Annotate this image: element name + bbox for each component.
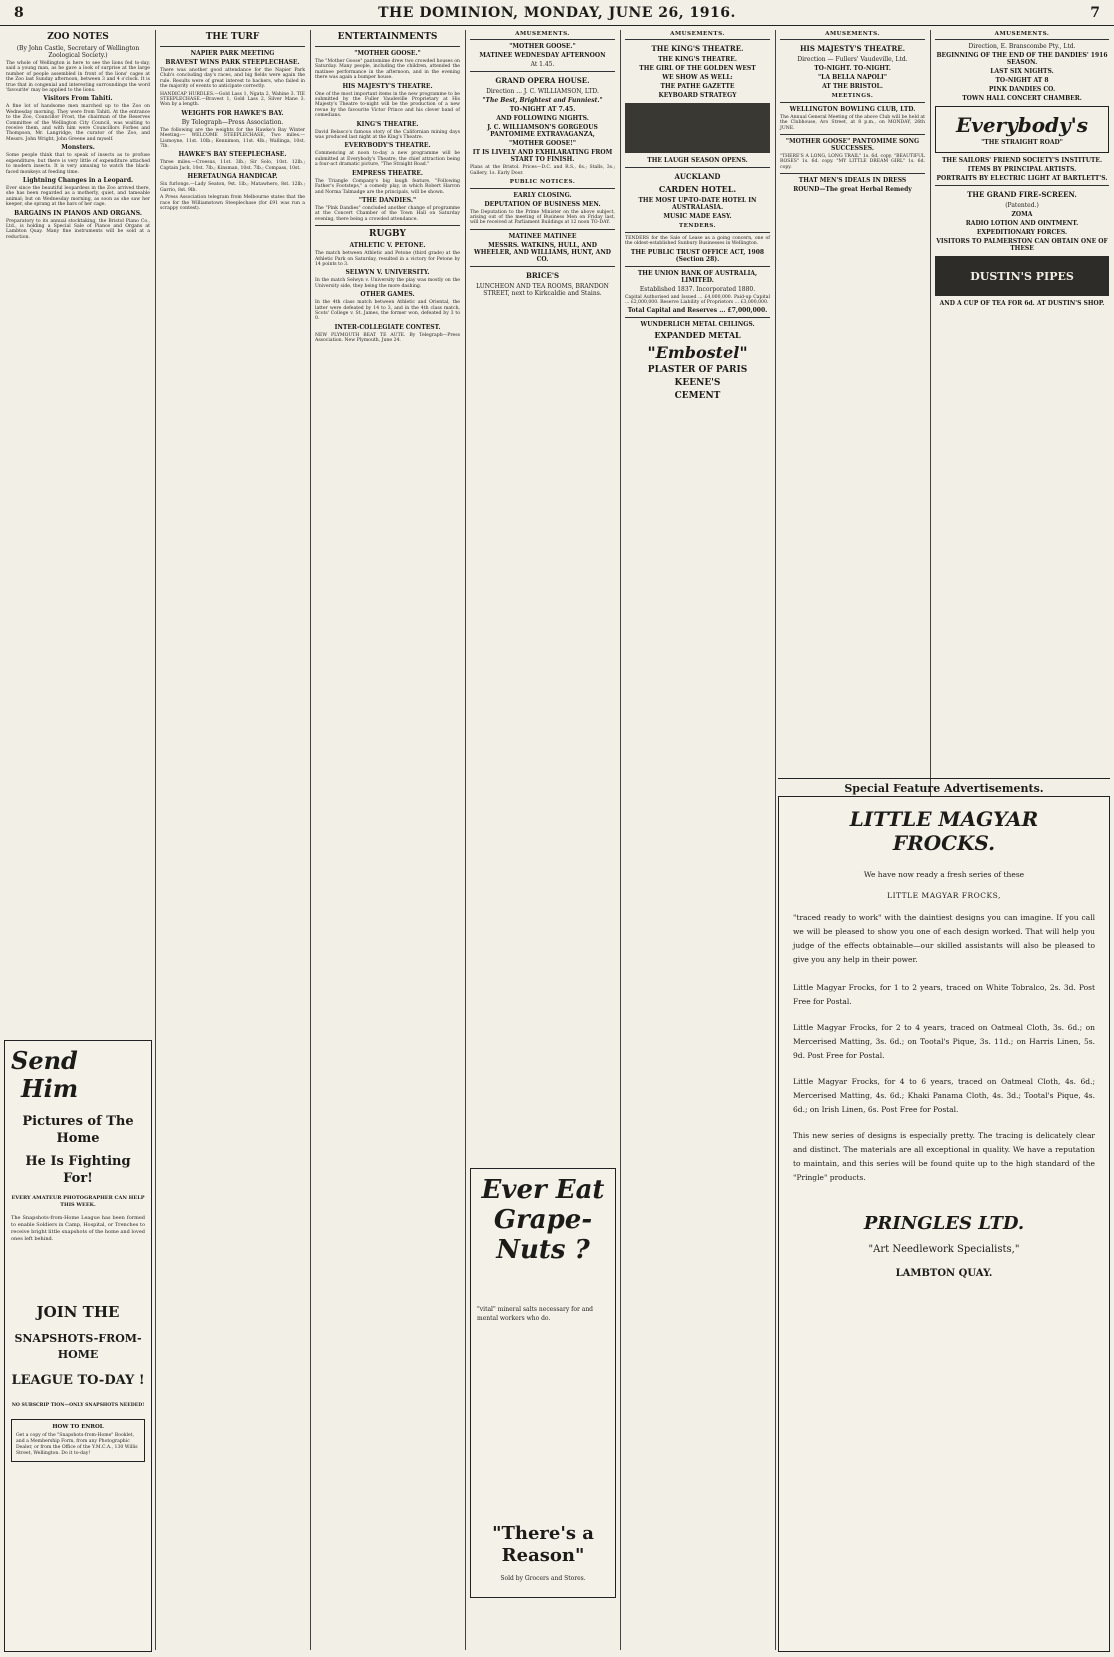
- opera-direction: Direction ... J. C. WILLIAMSON, LTD.: [486, 88, 599, 96]
- zoo-subheading: Monsters.: [61, 144, 95, 152]
- masthead-title: THE DOMINION, MONDAY, JUNE 26, 1916.: [378, 4, 736, 21]
- rugby-paragraph: NEW PLYMOUTH BEAT TE AUTE. By Telegraph—Press Association. New Plymouth, June 24.: [315, 332, 460, 344]
- ent-paragraph: David Belasco's famous story of the Californian mining days was produced last night at the King's Theatre.: [315, 129, 460, 141]
- visitors-palmerston: VISITORS TO PALMERSTON CAN OBTAIN ONE OF THESE: [936, 238, 1108, 253]
- cup-of-tea: AND A CUP OF TEA FOR 6d. AT DUSTIN'S SHOP.: [939, 300, 1105, 308]
- ent-subheading: EMPRESS THEATRE.: [351, 169, 424, 177]
- ad-send: Send: [11, 1046, 78, 1075]
- ent-subheading: EVERYBODY'S THEATRE.: [344, 142, 431, 150]
- turf-heading: THE TURF: [205, 32, 260, 42]
- expanded-metal: EXPANDED METAL: [654, 330, 741, 341]
- dustins-pipes-label: DUSTIN'S PIPES: [970, 269, 1074, 283]
- pringles-address: LAMBTON QUAY.: [895, 1268, 993, 1279]
- fire-screen: THE GRAND FIRE-SCREEN.: [967, 190, 1077, 200]
- ad-body: The Snapshots-from-Home League has been formed to enable Soldiers in Camp, Hospital, or Trenches to receive bright little snapshots of the home and loved ones left behind.: [11, 1215, 145, 1242]
- magyar-body: "traced ready to work" with the daintiest designs you can imagine. If you call we will be pleased to show you one of each design worked. That will help you judge of the effects obtainable—our skilled assistants will also be pleased to give you any help in their power.: [793, 913, 1095, 964]
- ad-every: EVERY AMATEUR PHOTOGRAPHER CAN HELP THIS WEEK.: [11, 1195, 145, 1208]
- grape-nuts-ad: [470, 1168, 616, 1598]
- wunderlich: WUNDERLICH METAL CEILINGS.: [640, 321, 755, 329]
- zoo-notes-heading: ZOO NOTES: [47, 32, 109, 42]
- zoo-subheading: Visitors From Tahiti.: [43, 95, 113, 103]
- items: ITEMS BY PRINCIPAL ARTISTS.: [967, 166, 1077, 174]
- zoma: ZOMA: [1011, 211, 1033, 219]
- ent-paragraph: The Triangle Company's big laugh feature, "Following Father's Footsteps," a comedy play, in which Robert Harron and Norma Talmadge are the principals, will be shown.: [315, 178, 460, 195]
- page-number-left: 8: [14, 4, 24, 21]
- opera-goose: "MOTHER GOOSE!": [508, 140, 577, 148]
- magyar-caps: LITTLE MAGYAR FROCKS,: [887, 891, 1001, 900]
- patented: (Patented.): [1005, 202, 1039, 210]
- deputation-heading: DEPUTATION OF BUSINESS MEN.: [484, 200, 601, 208]
- branscombe: Direction, E. Branscombe Pty., Ltd.: [968, 43, 1076, 51]
- magyar-title-2: FROCKS.: [892, 831, 996, 855]
- ent-paragraph: The "Pink Dandies" concluded another change of programme at the Concert Chamber of the Town Hall on Saturday evening, there being a crowded attendance.: [315, 205, 460, 222]
- amusements-heading: AMUSEMENTS.: [935, 30, 1109, 40]
- plaster-of-paris: PLASTER OF PARIS: [647, 365, 748, 376]
- rugby-paragraph: The match between Athletic and Petone (third grade) at the Athletic Park on Saturday, resulted in a victory for Petone by 14 points to 3.: [315, 251, 460, 267]
- public-trust: THE PUBLIC TRUST OFFICE ACT, 1908 (Section 28).: [630, 248, 765, 263]
- keyboard-strategy: KEYBOARD STRATEGY: [658, 92, 737, 100]
- magyar-closing: This new series of designs is especially pretty. The tracing is delicately clear and distinct. The materials are all exceptional in quality. We have a reputation to maintain, and this series will be found quite up to the high standard of the "Pringle" products.: [793, 1131, 1095, 1182]
- masthead: [0, 0, 1114, 26]
- mens-ideals: THAT MEN'S IDEALS IN DRESS: [798, 177, 907, 185]
- portraits: PORTRAITS BY ELECTRIC LIGHT AT BARTLETT'S.: [936, 175, 1108, 183]
- ent-subheading: "MOTHER GOOSE.": [354, 50, 421, 57]
- songs-body: "THERE'S A LONG, LONG TRAIL" 1s. 6d. copy. "BEAUTIFUL ROSES" 1s. 6d. copy. "MY LITTLE DREAM GIRL" 1s. 6d. copy.: [780, 154, 925, 170]
- la-bella-napoli: "LA BELLA NAPOLI": [818, 74, 887, 82]
- turf-paragraph: HANDICAP HURDLES.—Gold Lass 1, Ngata 2, Wahine 3. TIE STEEPLECHASE.—Bravest 1, Gold Lass 2, Silver Mane 3. Won by a length.: [160, 91, 305, 108]
- rugby-subheading: ATHLETIC V. PETONE.: [349, 242, 426, 250]
- tender-body: TENDERS for the Sale of Lease as a going concern, one of the oldest-established Sunbury Businesses in Wellington.: [625, 235, 770, 247]
- cement: CEMENT: [674, 391, 721, 402]
- turf-subheading: WEIGHTS FOR HAWKE'S BAY.: [181, 109, 284, 117]
- column-amusements-3: [776, 30, 929, 770]
- ad-join: JOIN THE: [36, 1303, 120, 1321]
- grapenuts-body: "vital" mineral salts necessary for and mental workers who do.: [477, 1306, 594, 1322]
- zoo-subheading: Lightning Changes in a Leopard.: [22, 176, 134, 184]
- ent-subheading: HIS MAJESTY'S THEATRE.: [342, 82, 433, 90]
- bank-body: Capital Authorised and Issued ... £4,000,000. Paid-up Capital ... £2,000,000. Reserve Liability of Proprietors ... £3,000,000.: [625, 294, 770, 306]
- zoo-paragraph: The whole of Wellington is here to see the lions fed to-day, said a young man, as he gave a look of surprise at the large number of people assembled in front of the lions' cages at the Zoo last Sunday afternoon, between 3 and 4 o'clock. It is true that in congenial and interesting surroundings the word 'favourite' may be applied to the lions.: [6, 61, 150, 94]
- zoo-paragraph: Some people think that to speak of insects as to profuse expenditure; but there is very little of expenditure attached to modern insects. It is very amusing to watch the black-faced monkeys at feeding time.: [6, 153, 150, 175]
- ent-paragraph: One of the most important items in the new programme to be submitted by the Fuller Vaudeville Proprietary at His Majesty's Theatre to-night will be the production of a new revue by the favourite Victor Prince and his clever band of comedians.: [315, 91, 460, 119]
- rugby-heading: RUGBY: [369, 229, 406, 240]
- ent-paragraph: The "Mother Goose" pantomime drew two crowded houses on Saturday. Many people, including the children, attended the matinee performance in the afternoon, and in the evening there was again a bumper house.: [315, 59, 460, 81]
- early-closing: EARLY CLOSING.: [513, 191, 572, 199]
- music-easy: MUSIC MADE EASY.: [663, 213, 732, 221]
- enrol-body: Get a copy of the "Snapshots-from-Home" Booklet, and a Membership Form, from any Photographic Dealer, or from the Office of the Y.M.C.A., 130 Willis Street, Wellington. Do it to-day!: [16, 1433, 138, 1456]
- golden-west: THE GIRL OF THE GOLDEN WEST: [639, 65, 756, 73]
- turf-subheading: HERETAUNGA HANDICAP.: [187, 173, 278, 181]
- everybodys-ad: [935, 106, 1109, 153]
- carden-hotel: CARDEN HOTEL.: [658, 184, 737, 195]
- everybodys-title: Everybody's: [955, 113, 1089, 138]
- turf-subheading: By Telegraph—Press Association.: [181, 118, 284, 126]
- deputation-body: The Deputation to the Prime Minister on the above subject, arising out of the meeting of Business Men on Friday last, will be received at Parliament Buildings at 12 noon TO-DAY.: [470, 209, 615, 226]
- enrol-box: [11, 1419, 145, 1462]
- magyar-intro: We have now ready a fresh series of these: [863, 870, 1025, 879]
- turf-paragraph: The following are the weights for the Hawke's Bay Winter Meeting:— WELCOME STEEPLECHASE, Two miles.—Lismoyne, 11st. 10lb.; Kennimon, 11st. 4lb.; Wallinga, 10st. 7lb.: [160, 127, 305, 150]
- grapenuts-line1: Ever Eat: [481, 1175, 605, 1205]
- zoo-paragraph: A fine lot of handsome men marched up to the Zoo on Wednesday morning. They were from Tahiti. At the entrance to the Zoo, Councillor Frost, the chairman of the Reserves Committee of the Wellington City Council, was waiting to receive them, and with him were Councillors Forbes and Thompson, Mr. Langridge, the curator of the Zoo, and Messrs. John Wright, John Greene and myself.: [6, 104, 150, 142]
- opera-house-title: GRAND OPERA HOUSE.: [495, 76, 590, 86]
- pringles-tagline: "Art Needlework Specialists,": [868, 1244, 1020, 1255]
- turf-subheading: NAPIER PARK MEETING: [190, 50, 275, 57]
- bowling-body: The Annual General Meeting of the above Club will be held at the Clubhouse, Aro Street, at 8 p.m., on MONDAY, 26th JUNE.: [780, 114, 925, 131]
- grapenuts-reason: "There's a Reason": [492, 1523, 594, 1566]
- meetings-heading: MEETINGS.: [780, 92, 925, 102]
- page-number-right: 7: [1090, 4, 1100, 21]
- amusement-title: "MOTHER GOOSE.": [509, 43, 576, 51]
- turf-subheading: BRAVEST WINS PARK STEEPLECHASE.: [165, 59, 300, 66]
- carden-sub: THE MOST UP-TO-DATE HOTEL IN AUSTRALASIA.: [638, 197, 757, 212]
- straight-road: "THE STRAIGHT ROAD": [981, 139, 1063, 147]
- song-successes: "MOTHER GOOSE" PANTOMIME SONG SUCCESSES.: [785, 138, 920, 153]
- snapshots-ad: [4, 1040, 152, 1652]
- pathe-gazette: THE PATHE GAZETTE: [660, 83, 735, 91]
- dandies-season: BEGINNING OF THE END OF THE DANDIES' 1916 SEASON.: [936, 52, 1108, 67]
- bowling-club: WELLINGTON BOWLING CLUB, LTD.: [789, 105, 916, 113]
- tonight: TO-NIGHT. TO-NIGHT.: [814, 65, 891, 73]
- ent-subheading: KING'S THEATRE.: [356, 120, 419, 128]
- ad-pictures: Pictures of The Home: [22, 1114, 134, 1146]
- turf-paragraph: A Press Association telegram from Melbourne states that the race for the Williamstown Steeplechase (for £91 was run a scrappy contest).: [160, 195, 305, 211]
- column-entertainments: [311, 30, 464, 1650]
- ad-league: SNAPSHOTS-FROM-HOME: [14, 1332, 142, 1361]
- ent-subheading: "THE DANDIES.": [358, 196, 417, 204]
- opera-tagline: "The Best, Brightest and Funniest.": [482, 97, 603, 105]
- opera-booking: Plans at the Bristol. Prices—D.C. and R.S., 6s.; Stalls, 3s.; Gallery, 1s. Early Door.: [470, 165, 615, 176]
- zoo-paragraph: Ever since the beautiful leopardess in the Zoo arrived there, she has been regarded as a motherly, quiet, and tameable animal; but on Wednesday morning, as soon as she saw her keeper, she sprang at the bars of her cage.: [6, 185, 150, 208]
- magyar-price-1: Little Magyar Frocks, for 1 to 2 years, traced on White Tobralco, 2s. 3d. Post Free for Postal.: [793, 983, 1095, 1006]
- rugby-subheading: OTHER GAMES.: [360, 291, 415, 299]
- ent-paragraph: Commencing at noon to-day a new programme will be submitted at Everybody's Theatre, the chief attraction being a four-act dramatic picture, "The Straight Road.": [315, 151, 460, 168]
- ad-today: LEAGUE TO-DAY !: [11, 1373, 145, 1388]
- ad-fighting: He Is Fighting For!: [25, 1154, 131, 1186]
- grapenuts-sold: Sold by Grocers and Stores.: [500, 1575, 586, 1582]
- amusements-heading: AMUSEMENTS.: [625, 30, 770, 40]
- turf-subheading: HAWKE'S BAY STEEPLECHASE.: [178, 151, 287, 159]
- union-bank: THE UNION BANK OF AUSTRALIA, LIMITED.: [637, 269, 758, 284]
- auckland-title: AUCKLAND: [674, 172, 721, 182]
- brices-title: BRICE'S: [525, 270, 560, 280]
- magyar-frocks-ad: [778, 796, 1110, 1652]
- entertainments-heading: ENTERTAINMENTS: [337, 32, 438, 42]
- magyar-price-3: Little Magyar Frocks, for 4 to 6 years, traced on Oatmeal Cloth, 4s. 6d.; Mercerised Matting, 4s. 6d.; Khaki Panama Cloth, 4s. 3d.; Tootal's Pique, 4s. 6d.; on Irish Linen, 6s. Post Free for Postal.: [793, 1077, 1095, 1114]
- opera-lively: IT IS LIVELY AND EXHILARATING FROM START TO FINISH.: [472, 149, 613, 164]
- magyar-title-1: LITTLE MAGYAR: [849, 807, 1039, 831]
- herbal-remedy: ROUND—The great Herbal Remedy: [793, 186, 912, 194]
- amusements-heading: AMUSEMENTS.: [780, 30, 925, 40]
- rugby-paragraph: In the 4th class match between Athletic and Oriental, the latter were defeated by 14 to 3, and in the 4th class match, Scots' College v. St. James, the former won, defeated by 3 to 0.: [315, 300, 460, 322]
- notice-messrs: MESSRS. WATKINS, HULL, AND WHEELER, AND WILLIAMS, HUNT, AND CO.: [473, 241, 612, 263]
- opera-panto: J. C. WILLIAMSON'S GORGEOUS PANTOMIME EXTRAVAGANZA,: [487, 124, 598, 139]
- turf-paragraph: There was another good attendance for the Napier Park Club's concluding day's races, and big fields were again the rule. Results were of great interest to backers, who failed in the majority of events to anticipate correctly.: [160, 68, 305, 90]
- radio-lotion: RADIO LOTION AND OINTMENT.: [965, 220, 1079, 228]
- tenders-heading: TENDERS.: [625, 222, 770, 232]
- opera-follow: AND FOLLOWING NIGHTS.: [496, 115, 589, 123]
- ad-him: Him: [21, 1074, 79, 1103]
- brices-sub: LUNCHEON AND TEA ROOMS, BRANDON STREET, next to Kirkcaldie and Stains.: [476, 282, 609, 297]
- at-the-bristol: AT THE BRISTOL.: [822, 83, 883, 91]
- bargains-paragraph: Preparatory to its annual stocktaking, the Bristol Piano Co., Ltd., is holding a Special Sale of Pianos and Organs at Lambton Quay. Many fine instruments will be sold at a reduction.: [6, 218, 150, 240]
- expeditionary: EXPEDITIONARY FORCES.: [976, 229, 1068, 237]
- enrol-heading: HOW TO ENROL: [52, 1424, 104, 1430]
- turf-paragraph: Three miles.—Croesus, 11st. 3lb.; Sir Solo, 10st. 12lb.; Captain Jack, 10st. 7lb.; Kinsman, 10st. 7lb.; Compass, 10st.: [160, 160, 305, 171]
- we-show: WE SHOW AS WELL:: [662, 74, 733, 82]
- amusement-time: At 1.45.: [530, 61, 555, 69]
- embossed: "Embostel": [647, 343, 748, 363]
- laugh-season-photo: [625, 103, 770, 153]
- turf-paragraph: Six furlongs.—Lady Seaton, 9st. 1lb.; Matawhero, 8st. 12lb.; Garrio, 8st. 9lb.: [160, 182, 305, 193]
- pringles-brand: PRINGLES LTD.: [863, 1213, 1025, 1234]
- pink-dandies: PINK DANDIES CO.: [988, 86, 1056, 94]
- his-majestys: HIS MAJESTY'S THEATRE.: [799, 44, 906, 54]
- laugh-season: THE LAUGH SEASON OPENS.: [647, 157, 748, 165]
- column-amusements-4: [931, 30, 1113, 770]
- sailors-friend: THE SAILORS' FRIEND SOCIETY'S INSTITUTE.: [941, 157, 1103, 165]
- column-amusements-2: [621, 30, 774, 1650]
- tonight-8: TO-NIGHT AT 8: [995, 77, 1049, 85]
- bank-established: Established 1837. Incorporated 1880.: [639, 285, 756, 293]
- magyar-price-2: Little Magyar Frocks, for 2 to 4 years, traced on Oatmeal Cloth, 3s. 6d.; on Mercerised Matting, 3s. 6d.; on Tootal's Pique, 3s. 11d.; on Harris Linen, 5s. 9d. Post Free for Postal.: [793, 1023, 1095, 1060]
- dustins-pipes-image: [935, 256, 1109, 296]
- rugby-subheading: INTER-COLLEGIATE CONTEST.: [334, 323, 441, 331]
- town-hall: TOWN HALL CONCERT CHAMBER.: [962, 95, 1082, 103]
- last-six: LAST SIX NIGHTS.: [990, 68, 1054, 76]
- kings-theatre-sub: THE KING'S THEATRE.: [658, 56, 737, 64]
- amusements-heading: AMUSEMENTS.: [470, 30, 615, 40]
- special-feature-banner: Special Feature Advertisements.: [778, 778, 1110, 795]
- amusement-subtitle: MATINEE WEDNESDAY AFTERNOON: [479, 52, 606, 60]
- ad-nosub: NO SUBSCRIP TION—ONLY SNAPSHOTS NEEDED!: [11, 1403, 145, 1408]
- bank-total: Total Capital and Reserves ... £7,000,000.: [627, 307, 768, 315]
- column-turf: [156, 30, 309, 1650]
- grapenuts-line2: Grape-Nuts ?: [493, 1205, 593, 1265]
- public-notices-heading: PUBLIC NOTICES.: [470, 178, 615, 188]
- fullers: Direction — Fullers' Vaudeville, Ltd.: [797, 56, 908, 64]
- opera-tonight: TO-NIGHT AT 7.45.: [509, 106, 576, 114]
- notice-matinee: MATINEE MATINEE: [508, 232, 577, 240]
- keenes: KEENE'S: [674, 378, 721, 389]
- rugby-paragraph: In the match Selwyn v. University the play was mostly on the University side, they being the more dashing.: [315, 278, 460, 289]
- kings-theatre-title: THE KING'S THEATRE.: [651, 44, 744, 54]
- zoo-byline: (By John Castle, Secretary of Wellington Zoological Society.): [16, 45, 140, 59]
- rugby-subheading: SELWYN V. UNIVERSITY.: [345, 269, 430, 277]
- bargains-heading: BARGAINS IN PIANOS AND ORGANS.: [14, 209, 142, 217]
